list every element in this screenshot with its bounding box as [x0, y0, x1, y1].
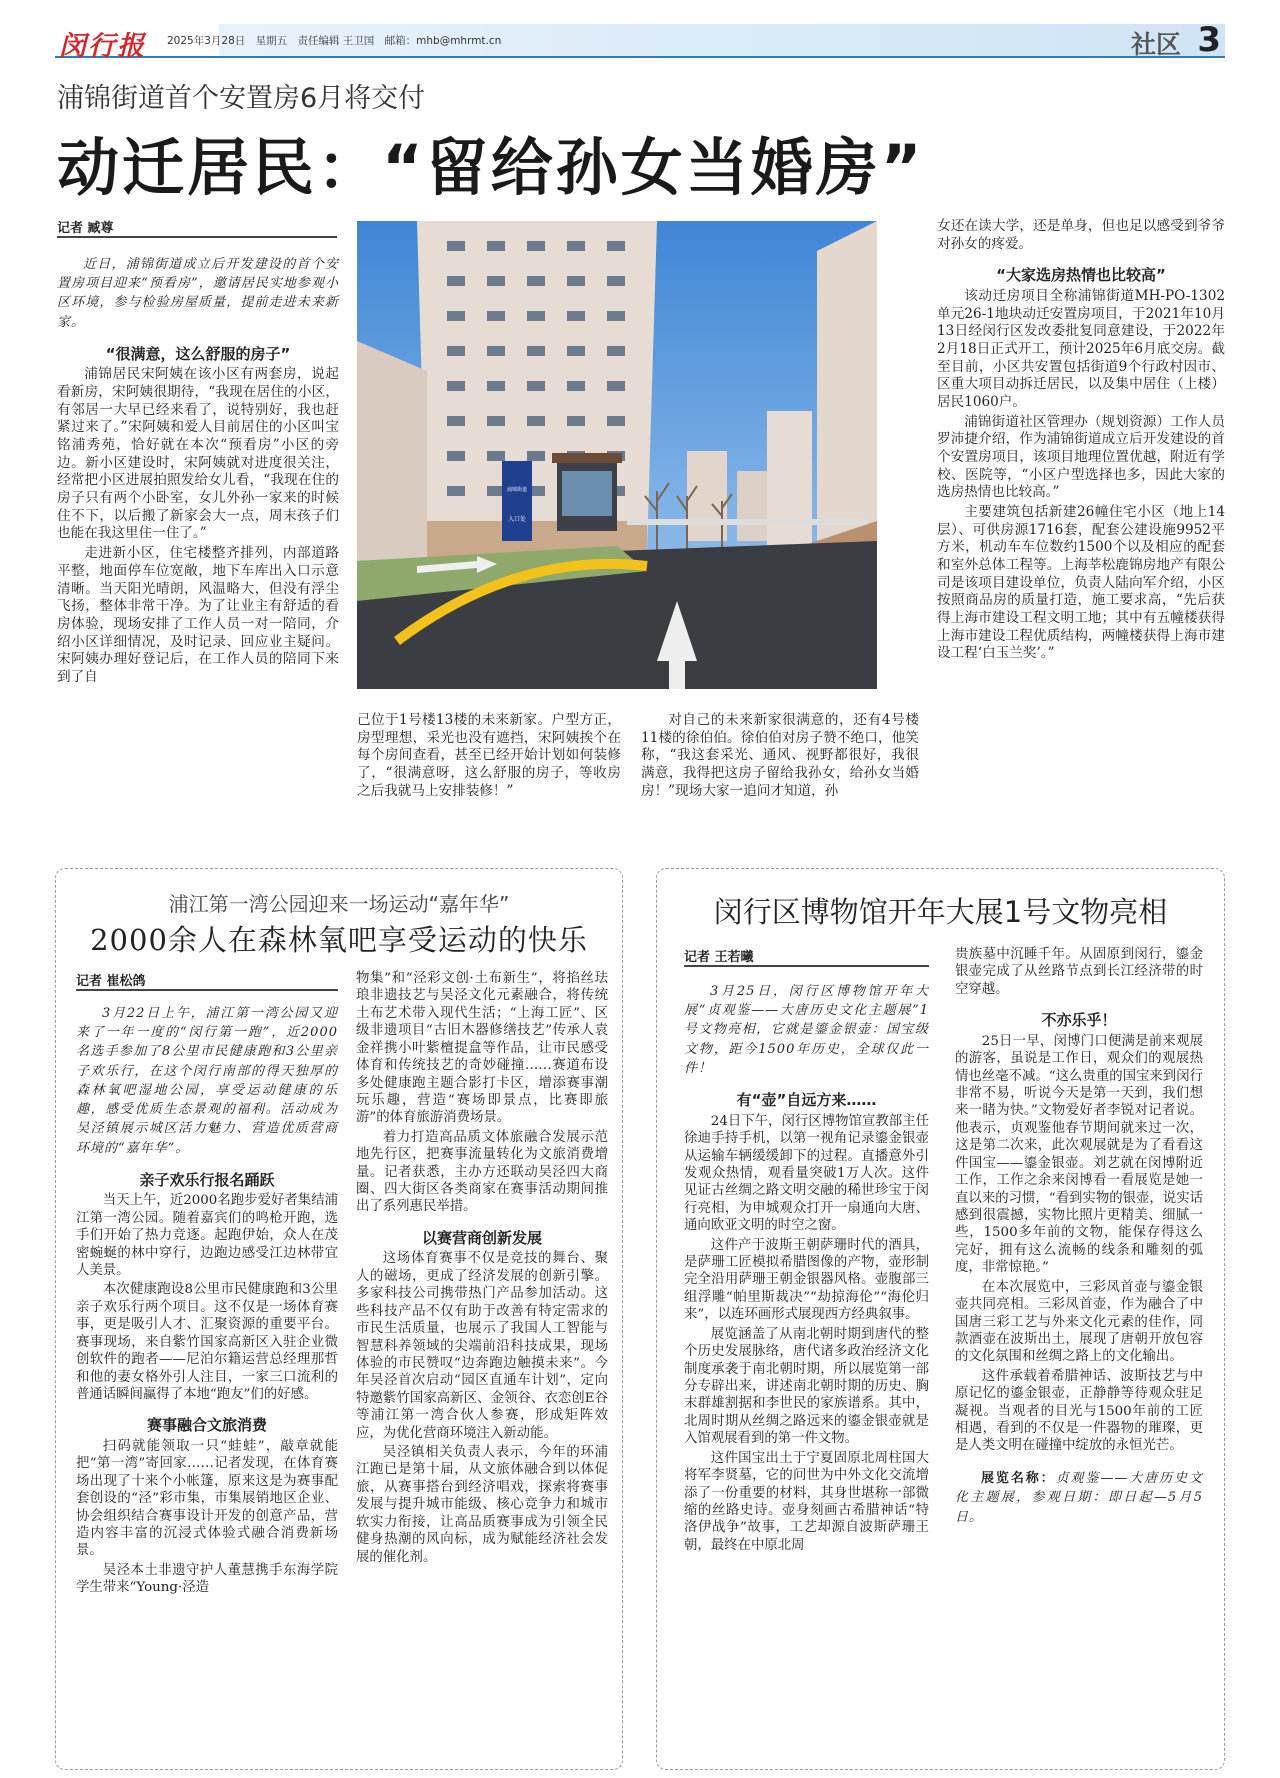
- story1-kicker: 浦锦街道首个安置房6月将交付: [57, 83, 426, 114]
- story3-paragraph: 这件国宝出土于宁夏固原北周柱国大将军李贤墓，它的问世为中外文化交流增添了一份重要的材料，其身世堪称一部微缩的丝路史诗。壶身刻画古希腊神话“特洛伊战争”故事，工艺却源自波斯萨珊王朝，最终在中原北周: [684, 1450, 929, 1553]
- story3-paragraph: 在本次展览中，三彩凤首壶与鎏金银壶共同亮相。三彩凤首壶，作为融合了中国唐三彩工艺与外来文化元素的佳作，同款酒壶在波斯出土，展现了唐朝开放包容的文化氛围和丝绸之路上的文化输出。: [955, 1279, 1203, 1365]
- story2-byline: 记者 崔松鸽: [76, 974, 146, 989]
- story2-subhead-1: 亲子欢乐行报名踊跃: [139, 1170, 275, 1189]
- story2-paragraph: 吴泾本土非遗守护人董慧携手东海学院学生带来“Young·泾造: [76, 1562, 338, 1596]
- story2-lead: 3月22日上午，浦江第一湾公园又迎来了一年一度的“闵行第一跑”，近2000名选手参加了8公里市民健康跑和3公里亲子欢乐行，在这个闵行南部的得天独厚的森林氧吧湿地公园，享受运动健康的乐趣，感受优质生态景观的福利。活动成为吴泾镇展示城区活力魅力、营造优质营商环境的“嘉年华”。: [76, 1006, 338, 1156]
- story3-paragraph: 展览涵盖了从南北朝时期到唐代的整个历史发展脉络，唐代诸多政治经济文化制度承袭于南北朝时期，所以展览第一部分专辟出来，讲述南北朝时期的历史、胸末群雄割据和李世民的家族谱系。其中，北周时期从丝绸之路远来的鎏金银壶就是入馆观展看到的第一件文物。: [684, 1326, 929, 1447]
- story1-lead: 近日，浦锦街道成立后开发建设的首个安置房项目迎来“预看房”，邀请居民实地参观小区环境，参与检验房屋质量，提前走进未来新家。: [57, 257, 339, 330]
- story2-byline-rule: [76, 989, 338, 991]
- sign-label: 浦锦街道: [506, 487, 528, 493]
- story3-paragraph: 25日一早，闵博门口便满是前来观展的游客，虽说是工作日，观众们的观展热情也丝毫不减。“这么贵重的国宝来到闵行非常不易，听说今天是第一天到，我们想来一睹为快。”文物爱好者李锐对记者说。他表示，贞观鉴他春节期间就来过一次，这是第二次来，此次观展就是为了看看这件国宝——鎏金银壶。刘艺就在闵博附近工作，工作之余来闵博看一看展览是她一直以来的习惯，“看到实物的银壶，说实话感到很震撼，实物比照片更精美、细腻一些，1500多年前的文物，能保存得这么完好，拥有这么流畅的线条和雕刻的弧度，非常惊艳。”: [955, 1033, 1203, 1276]
- story2-column-2: [356, 970, 608, 1568]
- story1-column-1: [57, 255, 339, 689]
- story2-subhead-2: 赛事融合文旅消费: [146, 1416, 267, 1435]
- exhibition-info-text: 贞观鉴——大唐历史文化主题展，参观日期：即日起—5月5日。: [955, 1470, 1203, 1525]
- story1-column-4: [937, 218, 1225, 665]
- story1-byline-rule: [57, 236, 337, 238]
- story3-paragraph: 贵族墓中沉睡千年。从固原到闵行，鎏金银壶完成了从丝路节点到长江经济带的时空穿越。: [955, 947, 1203, 997]
- story2-paragraph: 物集”和“泾彩文创·土布新生”，将掐丝珐琅非遗技艺与吴泾文化元素融合，将传统土布艺术带入现代生活；“上海工匠”、区级非遗项目“古旧木器修缮技艺”传承人袁金祥携小叶紫檀提盒等作品，让市民感受体育和传统技艺的奇妙碰撞……赛道布设多处健康跑主题合影打卡区，增添赛事潮玩乐趣，营造“赛场即景点，比赛即旅游”的体育旅游消费场景。: [356, 971, 608, 1126]
- story1-paragraph: 女还在读大学，还是单身，但也足以感受到爷爷对孙女的疼爱。: [937, 218, 1225, 252]
- masthead-info: [167, 33, 508, 48]
- story3-subhead-1: 有“壶”自远方来……: [736, 1091, 877, 1110]
- editor-credit: 责任编辑 王卫国: [297, 35, 375, 47]
- story2-paragraph: 扫码就能领取一只“蛙蛙”，敲章就能把“第一湾”寄回家……记者发现，在体育赛场出现了十来个小帐篷，原来这是为赛事配套创设的“泾”彩市集，市集展销地区企业、协会组织结合赛事设计开发的创意产品，营造内容丰富的沉浸式体验式融合消费新场景。: [76, 1438, 338, 1559]
- story1-byline: 记者 臧尊: [57, 221, 114, 236]
- story1-paragraph: 对自己的未来新家很满意的，还有4号楼11楼的徐伯伯。徐伯伯对房子赞不绝口，他笑称，“我这套采光、通风、视野都很好，我很满意，我得把这房子留给我孙女，给孙女当婚房！”现场大家一追问才知道，孙: [641, 712, 919, 799]
- story1-subhead-2: “大家选房热情也比较高”: [996, 266, 1166, 285]
- story1-headline: 动迁居民：“留给孙女当婚房”: [57, 131, 925, 204]
- issue-weekday: 星期五: [255, 35, 288, 47]
- story3-paragraph: 这件产于波斯王朝萨珊时代的酒具，是萨珊工匠模拟希腊图像的产物，壶形制完全沿用萨珊王朝金银器风格。壶腹部三组浮雕“帕里斯裁决”“劫掠海伦”“海伦归来”，以连环画形式展现西方经典叙事。: [684, 1237, 929, 1323]
- story2-paragraph: 着力打造高品质文体旅融合发展示范地先行区，把赛事流量转化为文旅消费增量。记者获悉，主办方还联动吴泾四大商圈、四大街区各类商家在赛事活动期间推出了系列惠民举措。: [356, 1129, 608, 1215]
- story2-subhead-3: 以赛营商创新发展: [421, 1228, 542, 1247]
- story3-title: 闵行区博物馆开年大展1号文物亮相: [713, 895, 1168, 929]
- section-name: 社区: [1130, 30, 1181, 59]
- story2-column-1: [76, 1004, 338, 1599]
- story1-paragraph: 己位于1号楼13楼的未来新家。户型方正，房型理想，采光也没有遮挡，宋阿姨挨个在每个房间查看，甚至已经开始计划如何装修了，“很满意呀，这么舒服的房子，等收房之后我就马上安排装修！”: [357, 712, 621, 799]
- story3-paragraph: 24日下午，闵行区博物馆宣教部主任徐迪手持手机，以第一视角记录鎏金银壶从运输车辆缓缓卸下的过程。直播意外引发观众热情，观看量突破1万人次。这件见证古丝绸之路文明交融的稀世珍宝于闵行亮相，为申城观众打开一扇通向大唐、通向欧亚文明的时空之窗。: [684, 1113, 929, 1234]
- story3-column-1: [684, 982, 929, 1556]
- masthead: [55, 20, 1225, 62]
- story1-paragraph: 浦锦居民宋阿姨在该小区有两套房，说起看新房，宋阿姨很期待，“我现在居住的小区，有邻居一大早已经来看了，说特别好，我也赶紧过来了。”宋阿姨和爱人目前居住的小区叫宝铭浦秀苑，恰好就在本次“预看房”小区的旁边。新小区建设时，宋阿姨就对进度很关注，经常把小区进展拍照发给女儿看，“我现在住的房子只有两个小卧室，女儿外孙一家来的时候住不下，以后搬了新家会大一点，周末孩子们也能在我这里住一住了。”: [57, 366, 339, 542]
- story3-byline: 记者 王若曦: [684, 950, 754, 965]
- story1-paragraph: 浦锦街道社区管理办（规划资源）工作人员罗沛捷介绍，作为浦锦街道成立后开发建设的首个安置房项目，该项目地理位置优越，附近有学校、医院等，“小区户型选择也多，因此大家的选房热情也比较高。”: [937, 413, 1225, 501]
- exhibition-info-label: 展览名称：: [981, 1470, 1056, 1486]
- story3-byline-rule: [684, 965, 929, 967]
- story3-column-2: [955, 946, 1203, 1529]
- story1-subhead-1: “很满意，这么舒服的房子”: [105, 344, 291, 363]
- story3-paragraph: 这件承载着希腊神话、波斯技艺与中原记忆的鎏金银壶，正静静等待观众驻足凝视。当观者的目光与1500年前的工匠相遇，看到的不仅是一件器物的璀璨，更是人类文明在碰撞中绽放的永恒光芒。: [955, 1368, 1203, 1454]
- editor-email: 邮箱：mhb@mhrmt.cn: [384, 35, 502, 47]
- story1-column-3: [641, 712, 919, 802]
- story2-paragraph: 这场体育赛事不仅是竞技的舞台、聚人的磁场，更成了经济发展的创新引擎。多家科技公司携带热门产品参加活动。这些科技产品不仅有助于改善有特定需求的市民生活质量，也展示了我国人工智能与智慧科养领域的尖端前沿科技成果，现场体验的市民赞叹“边奔跑边触摸未来”。今年吴泾首次启动“园区直通车计划”，定向特邀紫竹国家高新区、金领谷、衣恋创E谷等浦江第一湾合伙人参赛，形成矩阵效应，为优化营商环境注入新动能。: [356, 1251, 608, 1441]
- story2-title: 2000余人在森林氧吧享受运动的快乐: [90, 923, 588, 957]
- sign-label: 入口处: [507, 516, 527, 523]
- housing-estate-illustration: [357, 221, 877, 689]
- exhibition-info: [955, 1469, 1203, 1528]
- story2-paragraph: 本次健康跑设8公里市民健康跑和3公里亲子欢乐行两个项目。这不仅是一场体育赛事，更是吸引人才、汇聚资源的重要平台。赛事现场，来自紫竹国家高新区入驻企业微创软件的跑者——尼泊尔籍运营总经理那哲和他的妻女格外引人注目，一家三口流利的普通话瞬间赢得了本地“跑友”们的好感。: [76, 1282, 338, 1403]
- story1-column-2: [357, 712, 621, 802]
- story2-kicker: 浦江第一湾公园迎来一场运动“嘉年华”: [168, 892, 510, 916]
- page-number: 3: [1197, 20, 1221, 60]
- story2-paragraph: 吴泾镇相关负责人表示，今年的环浦江跑已是第十届，从文旅体融合到以体促旅，从赛事搭台到经济唱戏，探索将赛事发展与提升城市能级、核心竞争力和城市软实力衔接，让高品质赛事成为引领全民健身热潮的风向标，成为赋能经济社会发展的催化剂。: [356, 1445, 608, 1565]
- story1-paragraph: 走进新小区，住宅楼整齐排列，内部道路平整，地面停车位宽敞，地下车库出入口示意清晰。当天阳光晴朗，风温略大，但没有浮尘飞扬，整体非常干净。为了让业主有舒适的看房体验，现场安排了工作人员一对一陪同，介绍小区详细情况，及时记录、回应业主疑问。宋阿姨办理好登记后，在工作人员的陪同下来到了自: [57, 545, 339, 685]
- housing-estate-photo: [357, 221, 877, 689]
- newspaper-logo: 闵行报: [59, 31, 146, 62]
- story2-paragraph: 当天上午，近2000名跑步爱好者集结浦江第一湾公园。随着嘉宾们的鸣枪开跑，选手们开始了热力竞逐。起跑伊始，众人在茂密蜿蜒的林中穿行，边跑边感受江边林带宜人美景。: [76, 1193, 338, 1279]
- story3-lead: 3月25日，闵行区博物馆开年大展“贞观鉴——大唐历史文化主题展”1号文物亮相，它就是鎏金银壶：国宝级文物，距今1500年历史，全球仅此一件！: [684, 984, 929, 1076]
- story1-paragraph: 该动迁房项目全称浦锦街道MH-PO-1302单元26-1地块动迁安置房项目，于2021年10月13日经闵行区发改委批复同意建设，于2022年2月18日正式开工，预计2025年6月底交房。截至目前，小区共安置包括街道9个行政村因市、区重大项目动拆迁居民，以及集中居住（上楼）居民1060户。: [937, 287, 1225, 410]
- issue-date: 2025年3月28日: [167, 35, 246, 47]
- story3-subhead-2: 不亦乐乎！: [1041, 1011, 1117, 1030]
- story1-paragraph: 主要建筑包括新建26幢住宅小区（地上14层）、可供房源1716套，配套公建设施9952平方米，机动车车位数约1500个以及相应的配套和室外总体工程等。上海莘松鹿锦房地产有限公司是该项目建设单位，负责人陆向军介绍，小区按照商品房的质量打造，施工要求高，“先后获得上海市建设工程文明工地；其中有五幢楼获得上海市建设工程优质结构，两幢楼获得上海市建设工程‘白玉兰奖’。”: [937, 503, 1225, 662]
